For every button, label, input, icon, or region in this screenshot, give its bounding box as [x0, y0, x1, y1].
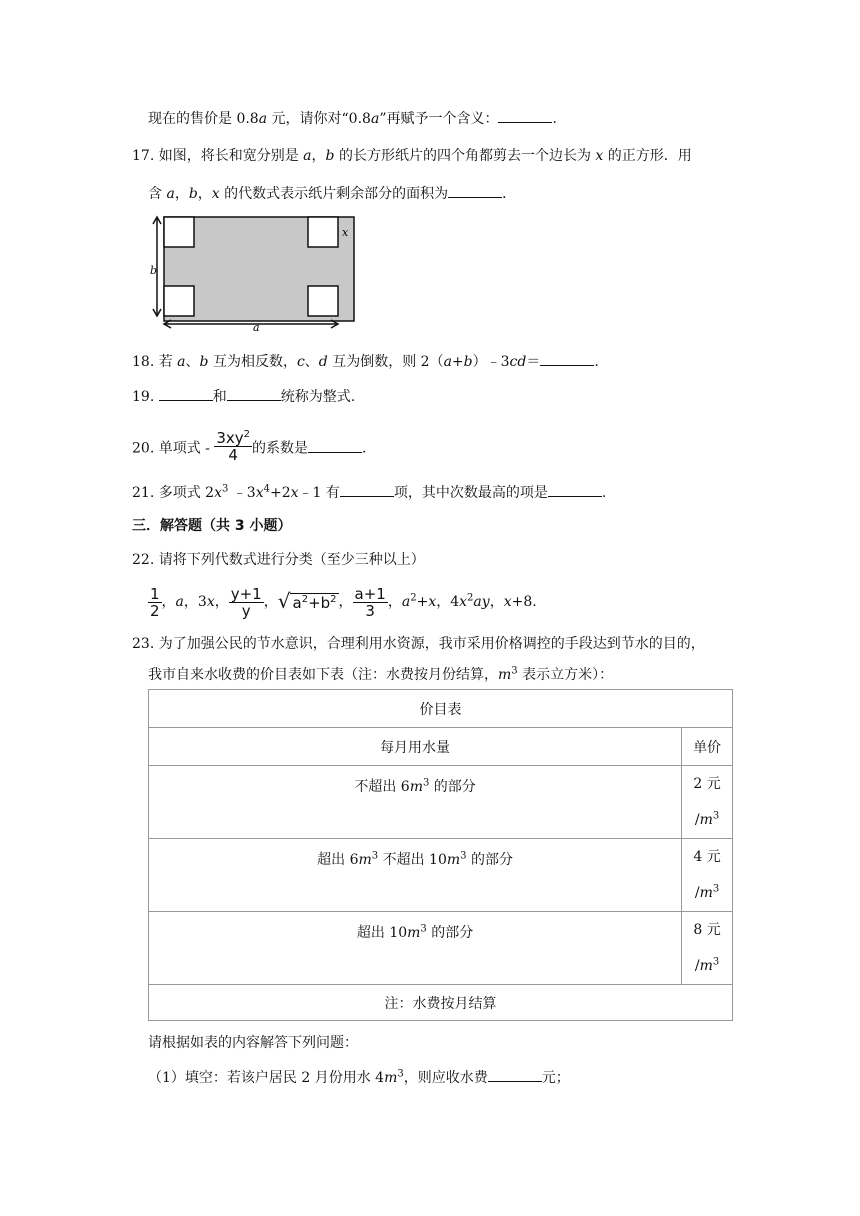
corner-square [164, 286, 194, 316]
answer-blank[interactable] [540, 351, 594, 366]
table-row: 超出 $6m^3$ 不超出 $10m^3$ 的部分 4 元 $/m^3$ [149, 839, 733, 912]
question-23-instruction: 请根据如表的内容解答下列问题： [148, 1035, 358, 1051]
table-note: 注：水费按月结算 [149, 985, 733, 1021]
table-header: 每月用水量 [149, 728, 682, 766]
corner-square [308, 217, 338, 247]
question-23-line2: 我市自来水收费的价目表如下表（注：水费按月份结算，$m^3$ 表示立方米）： [148, 665, 614, 683]
table-row: 超出 $10m^3$ 的部分 8 元 $/m^3$ [149, 912, 733, 985]
corner-square [308, 286, 338, 316]
question-20: 20. 单项式 - $\frac{3xy^2}{4}$ 的系数是 . [132, 429, 367, 464]
answer-blank[interactable] [488, 1067, 542, 1082]
question-21: 21. 多项式 $2x^3$ $﹣3x^4+2x﹣1$ 有 项，其中次数最高的项是 . [132, 483, 607, 501]
answer-blank[interactable] [159, 386, 213, 401]
table-title: 价目表 [149, 690, 733, 728]
intro-line: 现在的售价是 0.8a 元，请你对“0.8a”再赋予一个含义： . [148, 108, 557, 129]
answer-blank[interactable] [448, 183, 502, 198]
label-x: x [342, 226, 349, 239]
answer-blank[interactable] [498, 108, 552, 123]
answer-blank[interactable] [340, 482, 394, 497]
label-a: a [253, 321, 260, 332]
question-18: 18. 若 a、b 互为相反数，c、d 互为倒数，则 2（a+b）﹣3cd＝ . [132, 351, 599, 372]
price-table [148, 689, 733, 1021]
table-row: 不超出 $6m^3$ 的部分 2 元 $/m^3$ [149, 766, 733, 839]
question-22-expressions: $\frac{1}{2}$ ，a，3x， $\frac{y+1}{y}$ ，√ $a^2+b^2$ ， $\frac{a+1}{3}$ ，$a^2+x$，$4x^2ay$，x+8. [150, 584, 537, 620]
answer-blank[interactable] [308, 438, 362, 453]
label-b: b [150, 264, 158, 277]
question-22: 22. 请将下列代数式进行分类（至少三种以上） [132, 552, 425, 568]
question-19: 19. 和 统称为整式. [132, 386, 355, 407]
coefficient-fraction: $\frac{3xy^2}{4}$ [216, 429, 251, 464]
sqrt-expression: √ $a^2+b^2$ [277, 589, 337, 613]
table-header: 单价 [682, 728, 733, 766]
rectangle-figure [150, 214, 356, 332]
question-23-sub1: （1）填空：若该户居民 2 月份用水 $4m^3$，则应收水费 元； [148, 1068, 570, 1086]
answer-blank[interactable] [548, 482, 602, 497]
question-23-line1: 23. 为了加强公民的节水意识，合理利用水资源，我市采用价格调控的手段达到节水的目的， [132, 636, 705, 652]
section-heading: 三．解答题（共 3 小题） [132, 518, 292, 534]
question-17-line2: 含 a，b，x 的代数式表示纸片剩余部分的面积为 ． [148, 183, 516, 204]
question-17-line1: 17. 如图，将长和宽分别是 a，b 的长方形纸片的四个角都剪去一个边长为 x 的正方形．用 [132, 148, 692, 164]
corner-square [164, 217, 194, 247]
answer-blank[interactable] [227, 386, 281, 401]
